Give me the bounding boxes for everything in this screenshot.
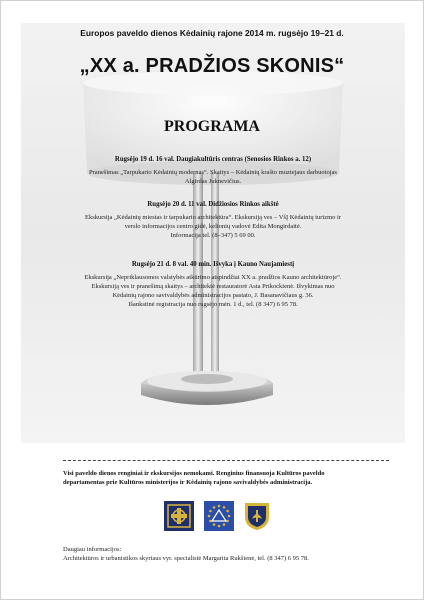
funding-note (63, 469, 393, 487)
kedainiai-coat-of-arms-icon (242, 501, 272, 531)
event-description-line: Ekskursija „Nepriklausomos valstybės atkūrimo atspindžiai XX a. pradžios Kauno architektūroje“. (84, 274, 342, 281)
heritage-department-logo-icon (164, 501, 194, 531)
event-item (45, 200, 381, 240)
event-description-line: Kėdainių rajono savivaldybės administracijos pastato, J. Basanavičiaus g. 36. (112, 292, 314, 299)
more-info-label: Daugiau informacijos: (63, 546, 122, 553)
event-description-line: Išankstinė registracija nuo rugsėjo mėn. 1 d., tel. (8 347) 6 95 78. (128, 301, 298, 308)
more-info-contact: Architektūros ir urbanistikos skyriaus vyr. specialistė Margarita Rukšienė, tel. (8 347) 6 95 78. (63, 555, 309, 562)
sponsor-logos (1, 501, 423, 535)
more-info (63, 545, 393, 563)
event-description-line: Informacija tel. (8–347) 5 69 00. (170, 232, 256, 239)
event-description-line: Pranešimas „Tarpukario Kėdainių modernas“. Skaitys – Kėdainių krašto muziejaus darbuotojas (89, 169, 337, 176)
funding-note-line: Visi paveldo dienos renginiai ir ekskursijos nemokami. Renginius finansuoja Kultūros paveldo (63, 470, 325, 477)
event-description-line: Algirdas Juknevičius. (184, 178, 242, 185)
event-heading: Rugsėjo 21 d. 8 val. 40 min. Išvyka į Kauno Naujamiestį (131, 261, 295, 268)
section-divider (63, 460, 389, 461)
event-item (45, 260, 381, 309)
event-description-line: Ekskursiją ves ir pranešimą skaitys – architektė restauratorė Asta Prikockienė. Išvykimas nuo (91, 283, 335, 290)
event-heading: Rugsėjo 19 d. 16 val. Daugiakultūris centras (Senosios Rinkos a. 12) (114, 156, 312, 163)
event-description-line: Ekskursija „Kėdainių miestas ir tarpukario architektūra“. Ekskursiją ves – VšĮ Kėdainių turizmo ir (84, 214, 342, 221)
event-heading: Rugsėjo 20 d. 11 val. Didžiosios Rinkos aikštė (147, 201, 279, 208)
european-heritage-days-logo-icon (204, 501, 234, 531)
event-item (45, 155, 381, 186)
event-subtitle: Europos paveldo dienos Kėdainių rajone 2014 m. rugsėjo 19–21 d. (80, 28, 344, 38)
funding-note-line: departamentas prie Kultūros ministerijos ir Kėdainių rajono savivaldybės administracija. (63, 479, 313, 486)
event-title: „XX a. PRADŽIOS SKONIS“ (79, 55, 345, 77)
event-description-line: verslo informacijos centro gidė, kelionių vadovė Edita Mongirdaitė. (124, 223, 302, 230)
program-heading: PROGRAMA (164, 118, 260, 135)
